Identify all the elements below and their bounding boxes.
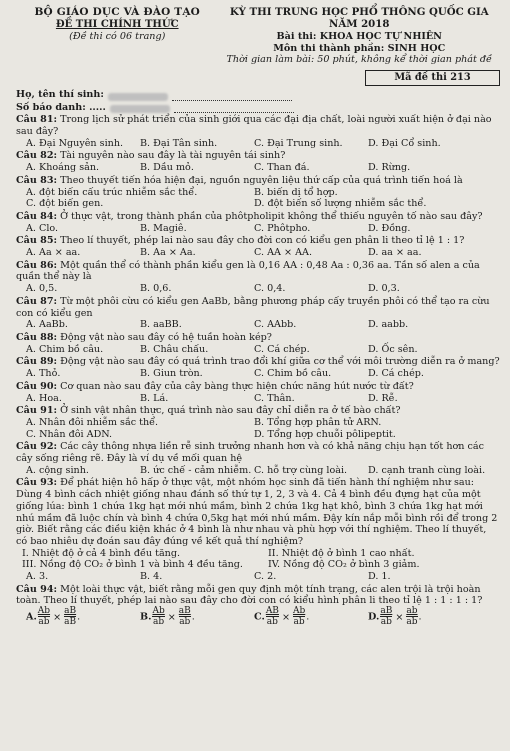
answer-options — [16, 571, 500, 583]
fraction-top: ab — [406, 606, 418, 617]
question-number: Câu 94: — [16, 583, 58, 595]
question-item — [16, 381, 500, 404]
question-text: Từ một phôi cừu có kiểu gen AaBb, bằng phương pháp cấy truyền phôi có thể tạo ra cừu con có kiểu gen — [16, 295, 490, 319]
answer-option[interactable]: D. cạnh tranh cùng loài. — [368, 464, 486, 476]
statement: I. Nhiệt độ ở cả 4 bình đều tăng. — [22, 547, 181, 559]
ministry-name: BỘ GIÁO DỤC VÀ ĐÀO TẠO — [34, 6, 201, 18]
answer-option[interactable]: D. 1. — [368, 571, 391, 583]
question-item — [16, 175, 500, 210]
answer-option[interactable]: C. Than đá. — [254, 162, 310, 174]
answer-options — [16, 393, 500, 405]
answer-options — [16, 607, 500, 627]
answer-option[interactable]: B. Dầu mỏ. — [140, 162, 194, 174]
header-right — [218, 6, 500, 66]
answer-option[interactable]: C. hỗ trợ cùng loài. — [254, 464, 348, 476]
answer-option[interactable]: B. ức chế - cảm nhiễm. — [140, 464, 252, 476]
fraction-top: Ab — [152, 606, 165, 617]
answer-options — [16, 319, 500, 331]
times-sign: × — [53, 611, 62, 623]
exam-code: Mã đề thi 213 — [365, 70, 500, 86]
redacted-name — [108, 93, 168, 101]
answer-option[interactable]: D. Đại Cổ sinh. — [368, 137, 441, 149]
fraction-top: aB — [178, 606, 191, 617]
question-text: Động vật nào sau đây có hệ tuần hoàn kép? — [60, 331, 272, 343]
question-number: Câu 85: — [16, 235, 58, 247]
answer-option[interactable]: A. Hoa. — [26, 392, 62, 404]
question-text: Để phát hiện hô hấp ở thực vật, một nhóm học sinh đã tiến hành thí nghiệm như sau: Dùng 4 bình cách nhiệt giống nhau đánh số thứ tự 1, 2, 3 và 4. Cả 4 bình đều đựng hạt của một giống lúa: bình 1 chứa 1kg hạt mới nhú mầm, bình 2 chứa 1kg hạt khô, bình 3 chứa 1kg hạt mới nhú mầm đã luộc chín và bình 4 chứa 0,5kg hạt mới nhú mầm. Đậy kín nắp mỗi bình rồi để trong 2 giờ. Biết rằng các điều kiện khác ở 4 bình là như nhau và phù hợp với thí nghiệm. Theo lí thuyết, có bao nhiêu dự đoán sau đây đúng về kết quả thí nghiệm? — [16, 477, 498, 547]
answer-option[interactable]: A. AaBb. — [26, 319, 68, 331]
statement: IV. Nồng độ CO₂ ở bình 3 giảm. — [268, 559, 420, 571]
question-number: Câu 89: — [16, 356, 58, 368]
question-text: Cơ quan nào sau đây của cây bàng thực hiện chức năng hút nước từ đất? — [60, 380, 414, 392]
question-number: Câu 81: — [16, 114, 58, 126]
fraction-top: aB — [380, 606, 393, 617]
answer-option[interactable]: A. đột biến cấu trúc nhiễm sắc thể. — [26, 186, 198, 198]
answer-options — [16, 247, 500, 259]
genotype-fraction — [179, 607, 191, 627]
exam-code-row — [16, 70, 500, 86]
question-number: Câu 87: — [16, 295, 58, 307]
answer-option[interactable]: A. Đại Nguyên sinh. — [26, 137, 124, 149]
answer-option[interactable]: A. 0,5. — [26, 283, 58, 295]
option-letter: D. — [368, 611, 380, 623]
option-end: . — [418, 611, 422, 623]
answer-option[interactable] — [358, 607, 472, 627]
answer-option[interactable] — [130, 607, 244, 627]
answer-option[interactable]: D. Rừng. — [368, 162, 411, 174]
question-item — [16, 356, 500, 379]
fraction-bottom: ab — [406, 617, 418, 628]
question-item — [16, 235, 500, 258]
fraction-top: aB — [64, 606, 77, 617]
fraction-bottom: ab — [266, 617, 278, 628]
answer-option[interactable]: A. cộng sinh. — [26, 464, 89, 476]
genotype-fraction — [152, 607, 164, 627]
answer-options — [16, 138, 500, 150]
answer-option[interactable]: C. 2. — [254, 571, 277, 583]
statement-list — [16, 548, 500, 571]
answer-option[interactable]: B. 4. — [140, 571, 163, 583]
answer-option[interactable]: C. 0,4. — [254, 283, 286, 295]
question-item — [16, 260, 500, 295]
question-list — [16, 114, 500, 476]
times-sign: × — [395, 611, 404, 623]
answer-option[interactable]: D. Ốc sên. — [368, 343, 418, 355]
answer-option[interactable]: B. Tổng hợp phân tử ARN. — [254, 416, 382, 428]
question-item — [16, 405, 500, 440]
genotype-fraction — [266, 607, 279, 627]
fraction-top: Ab — [292, 606, 306, 617]
answer-options — [16, 187, 500, 210]
fraction-bottom: ab — [293, 617, 305, 628]
answer-option[interactable]: D. Cá chép. — [368, 368, 424, 380]
genotype-fraction — [406, 607, 417, 627]
id-dots — [174, 105, 294, 113]
fraction-bottom: ab — [153, 617, 165, 628]
question-text: Trong lịch sử phát triển của sinh giới qua các đại địa chất, loài người xuất hiện ở đại nào sau đây? — [16, 114, 492, 138]
option-end: . — [77, 611, 81, 623]
exam-title: KỲ THI TRUNG HỌC PHỔ THÔNG QUỐC GIA NĂM 2018 — [229, 6, 489, 31]
genotype-fraction — [380, 607, 392, 627]
page-count: (Đề thi có 06 trang) — [69, 30, 166, 42]
answer-option[interactable]: A. Thỏ. — [26, 368, 61, 380]
answer-option[interactable]: B. Magiê. — [140, 222, 187, 234]
statement: II. Nhiệt độ ở bình 1 cao nhất. — [268, 547, 415, 559]
answer-option[interactable]: A. 3. — [26, 571, 49, 583]
answer-option[interactable]: C. AA × AA. — [254, 247, 312, 259]
times-sign: × — [167, 611, 176, 623]
answer-option[interactable]: A. Nhân đôi nhiễm sắc thể. — [26, 416, 159, 428]
question-item — [16, 332, 500, 355]
question-number: Câu 92: — [16, 441, 58, 453]
answer-option[interactable]: D. đột biến số lượng nhiễm sắc thể. — [254, 198, 427, 210]
question-number: Câu 88: — [16, 331, 58, 343]
question-item — [16, 114, 500, 149]
fraction-bottom: ab — [380, 617, 392, 628]
fraction-top: Ab — [37, 606, 51, 617]
answer-option[interactable]: D. Rễ. — [368, 392, 398, 404]
option-letter: A. — [26, 611, 37, 623]
answer-option[interactable]: A. Aa × aa. — [26, 247, 81, 259]
answer-option[interactable]: A. Khoáng sản. — [26, 162, 100, 174]
question-text: Theo lí thuyết, phép lai nào sau đây cho đời con có kiểu gen phân li theo tỉ lệ 1 : 1? — [60, 235, 465, 247]
question-number: Câu 86: — [16, 259, 58, 271]
option-letter: B. — [140, 611, 152, 623]
question-93 — [16, 477, 500, 582]
answer-option[interactable]: D. aabb. — [368, 319, 409, 331]
option-letter: C. — [254, 611, 265, 623]
option-end: . — [306, 611, 310, 623]
question-number: Câu 83: — [16, 174, 58, 186]
statement: III. Nồng độ CO₂ ở bình 1 và bình 4 đều tăng. — [22, 559, 243, 571]
question-item — [16, 441, 500, 476]
answer-options — [16, 283, 500, 295]
exam-component: Môn thi thành phần: SINH HỌC — [273, 42, 446, 54]
header-left — [16, 6, 218, 66]
question-text: Các cây thông nhựa liền rễ sinh trưởng nhanh hơn và có khả năng chịu hạn tốt hơn các cây sống riêng rẽ. Đây là ví dụ về mối quan hệ — [16, 441, 484, 465]
answer-option[interactable]: B. Đại Tân sinh. — [140, 137, 218, 149]
answer-options — [16, 368, 500, 380]
question-number: Câu 82: — [16, 150, 58, 162]
question-number: Câu 93: — [16, 477, 58, 489]
candidate-id-row — [16, 102, 500, 114]
fraction-bottom: ab — [38, 617, 50, 628]
genotype-fraction — [293, 607, 305, 627]
answer-option[interactable]: C. Cá chép. — [254, 343, 310, 355]
question-number: Câu 91: — [16, 405, 58, 417]
answer-option[interactable]: D. Đồng. — [368, 222, 411, 234]
fraction-top: AB — [265, 606, 279, 617]
exam-header — [16, 6, 500, 66]
answer-option[interactable]: B. Châu chấu. — [140, 343, 209, 355]
redacted-id — [110, 105, 170, 113]
answer-option[interactable] — [16, 607, 130, 627]
question-number: Câu 90: — [16, 380, 58, 392]
answer-options — [16, 417, 500, 440]
question-text: Tài nguyên nào sau đây là tài nguyên tái sinh? — [60, 150, 286, 162]
question-item — [16, 211, 500, 234]
answer-option[interactable]: B. Lá. — [140, 392, 169, 404]
answer-option[interactable]: D. aa × aa. — [368, 247, 422, 259]
question-item — [16, 150, 500, 173]
answer-option[interactable]: C. đột biến gen. — [26, 198, 104, 210]
times-sign: × — [281, 611, 290, 623]
answer-option[interactable]: B. biến dị tổ hợp. — [254, 186, 338, 198]
answer-option[interactable]: B. aaBB. — [140, 319, 182, 331]
question-text: Ở sinh vật nhân thực, quá trình nào sau đây chỉ diễn ra ở tế bào chất? — [60, 405, 401, 417]
question-text: Ở thực vật, trong thành phần của phôtpholipit không thể thiếu nguyên tố nào sau đây? — [60, 210, 483, 222]
genotype-fraction — [64, 607, 76, 627]
answer-option[interactable]: B. 0,6. — [140, 283, 172, 295]
question-item — [16, 296, 500, 331]
fraction-bottom: ab — [179, 617, 191, 628]
answer-option[interactable]: C. Chim bồ câu. — [254, 368, 332, 380]
answer-option[interactable]: A. Clo. — [26, 222, 59, 234]
question-94 — [16, 584, 500, 627]
answer-options — [16, 223, 500, 235]
official-label: ĐỀ THI CHÍNH THỨC — [55, 18, 179, 30]
candidate-id-label: Số báo danh: ..... — [16, 101, 106, 113]
answer-option[interactable]: B. Aa × Aa. — [140, 247, 196, 259]
fraction-bottom: aB — [64, 617, 77, 628]
answer-options — [16, 162, 500, 174]
candidate-info — [16, 89, 500, 113]
candidate-name-row — [16, 89, 500, 101]
exam-subject-group: Bài thi: KHOA HỌC TỰ NHIÊN — [276, 30, 442, 42]
candidate-name-label: Họ, tên thí sinh: — [16, 88, 104, 100]
answer-options — [16, 465, 500, 477]
answer-option[interactable]: D. Tổng hợp chuỗi pôlipeptit. — [254, 428, 396, 440]
answer-option[interactable]: C. Nhân đôi ADN. — [26, 428, 113, 440]
name-dots — [172, 93, 292, 101]
question-number: Câu 84: — [16, 210, 58, 222]
answer-option[interactable]: C. AAbb. — [254, 319, 297, 331]
question-text: Theo thuyết tiến hóa hiện đại, nguồn nguyên liệu thứ cấp của quá trình tiến hoá là — [60, 174, 463, 186]
answer-options — [16, 344, 500, 356]
exam-time: Thời gian làm bài: 50 phút, không kể thời gian phát đề — [226, 54, 492, 66]
genotype-fraction — [38, 607, 50, 627]
answer-option[interactable]: C. Thân. — [254, 392, 295, 404]
answer-option[interactable]: D. 0,3. — [368, 283, 400, 295]
answer-option[interactable] — [244, 607, 358, 627]
answer-option[interactable]: A. Chim bồ câu. — [26, 343, 104, 355]
answer-option[interactable]: B. Giun tròn. — [140, 368, 203, 380]
option-end: . — [191, 611, 195, 623]
answer-option[interactable]: C. Đại Trung sinh. — [254, 137, 343, 149]
question-text: Một loài thực vật, biết rằng mỗi gen quy định một tính trạng, các alen trội là trội hoàn toàn. Theo lí thuyết, phép lai nào sau đây cho đời con có kiểu hình phân li theo tỉ lệ 1 : 1 : 1 : 1? — [16, 583, 483, 607]
question-text: Động vật nào sau đây có quá trình trao đổi khí giữa cơ thể với môi trường diễn ra ở mang? — [60, 356, 500, 368]
question-text: Một quần thể có thành phần kiểu gen là 0,16 AA : 0,48 Aa : 0,36 aa. Tần số alen a của quần thể này là — [16, 259, 480, 283]
answer-option[interactable]: C. Phôtpho. — [254, 222, 311, 234]
